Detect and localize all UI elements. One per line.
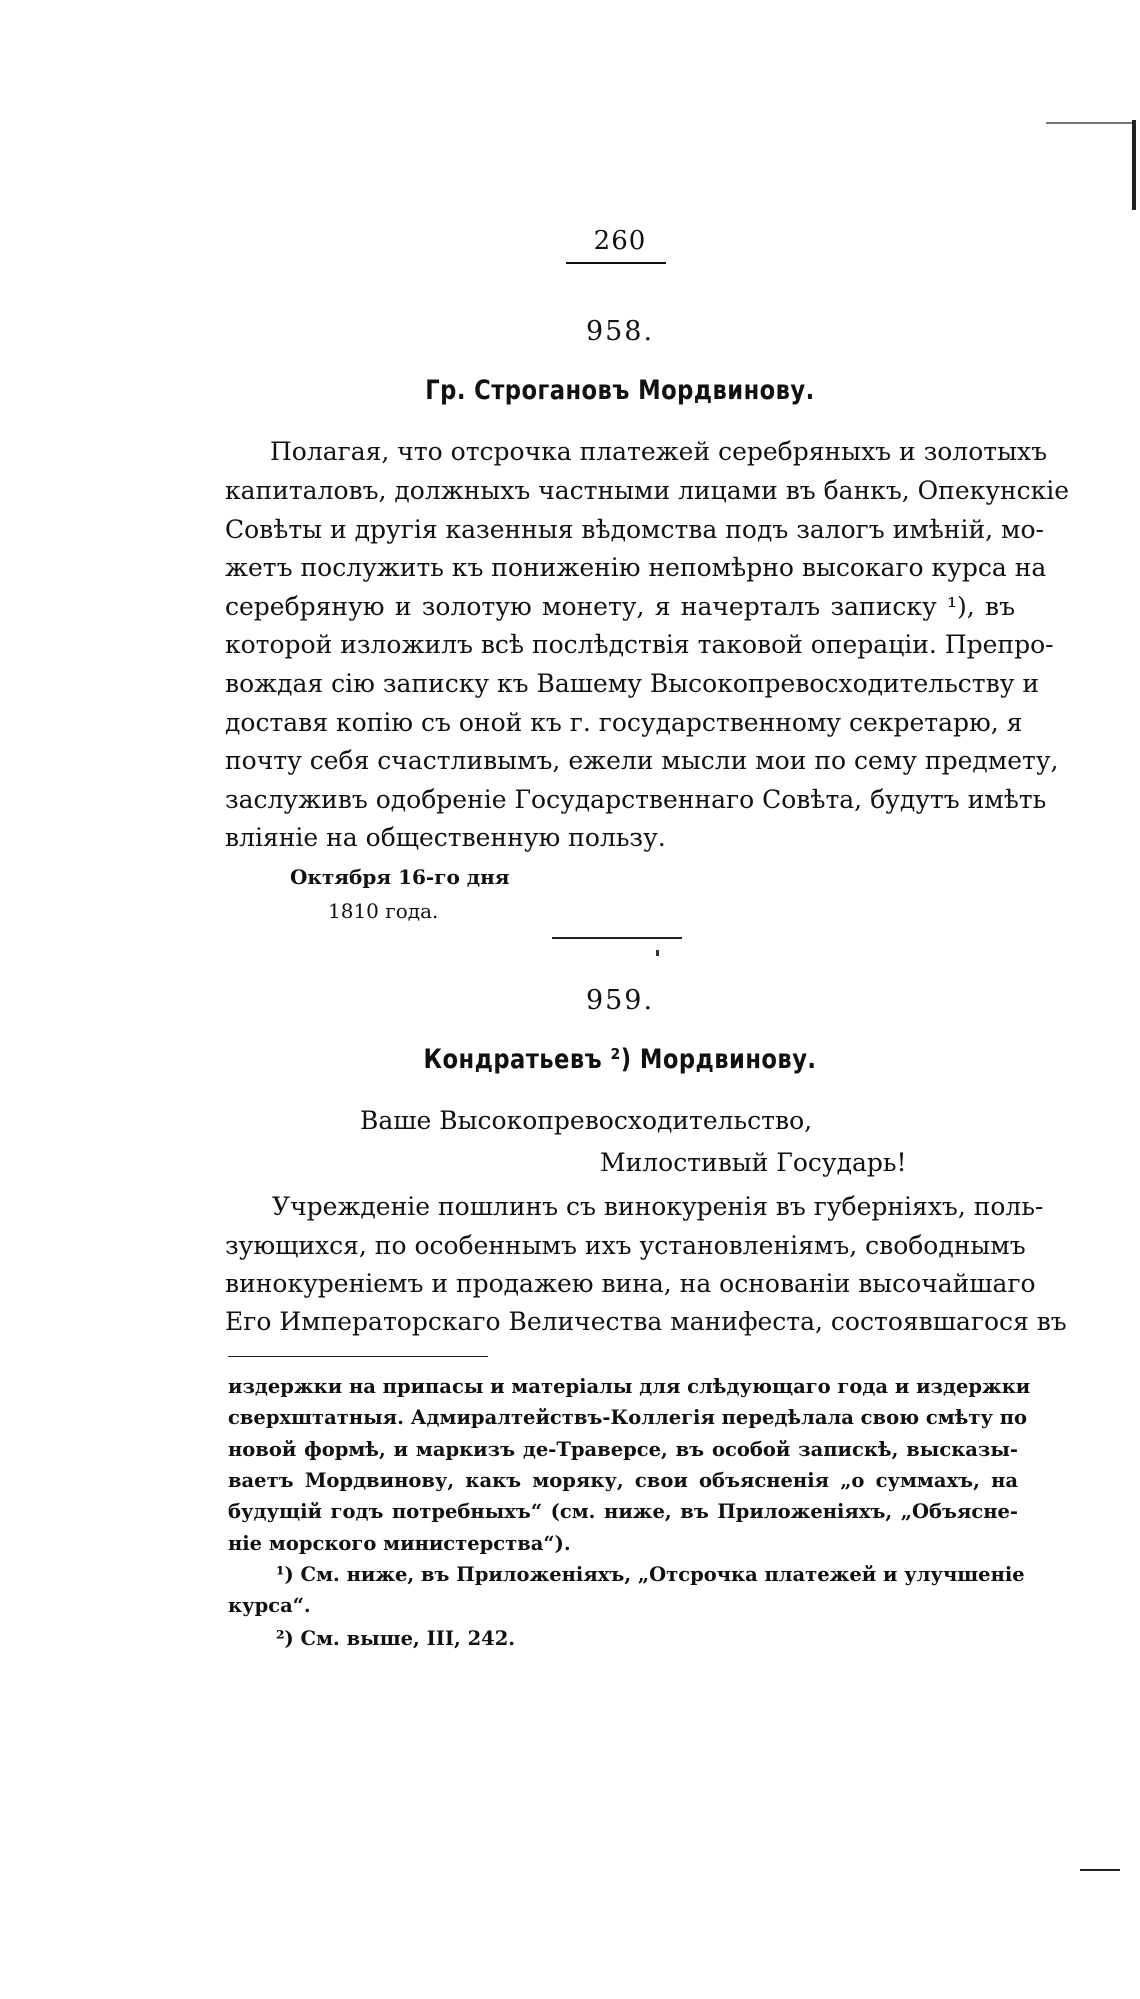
footnote-line: новой формѣ, и маркизъ де-Траверсе, въ особой запискѣ, высказы- bbox=[228, 1438, 1018, 1461]
salutation-line-1: Ваше Высокопревосходительство, bbox=[360, 1106, 813, 1135]
footnote-line: ваетъ Мордвинову, какъ моряку, свои объясненія „о суммахъ, на bbox=[228, 1469, 1018, 1492]
document-number-959: 959. bbox=[585, 985, 655, 1016]
divider-mark bbox=[656, 950, 659, 956]
body-line: серебряную и золотую монету, я начерталъ записку ¹), въ bbox=[225, 592, 1015, 621]
body-line: Его Императорскаго Величества манифеста, состоявшагося въ bbox=[225, 1307, 1067, 1336]
page-number-underline bbox=[566, 262, 666, 264]
salutation-line-2: Милостивый Государь! bbox=[600, 1148, 907, 1177]
section-divider bbox=[552, 937, 682, 939]
document-number-958: 958. bbox=[585, 316, 655, 347]
body-line: Совѣты и другія казенныя вѣдомства подъ залогъ имѣній, мо- bbox=[225, 515, 1044, 544]
letter-date-958: Октября 16-го дня bbox=[290, 865, 510, 889]
letter-year-958: 1810 года. bbox=[328, 899, 439, 923]
footnote-2: ²) См. выше, III, 242. bbox=[276, 1627, 516, 1650]
body-line: Учрежденіе пошлинъ съ винокуренія въ губерніяхъ, поль- bbox=[272, 1192, 1044, 1221]
footnote-line: будущій годъ потребныхъ“ (см. ниже, въ Приложеніяхъ, „Объясне- bbox=[228, 1500, 1018, 1523]
letter-title-959: Кондратьевъ ²) Мордвинову. bbox=[423, 1044, 817, 1075]
scan-edge-mark bbox=[1132, 120, 1136, 210]
body-line: заслуживъ одобреніе Государственнаго Совѣта, будутъ имѣть bbox=[225, 785, 1047, 814]
body-line: жетъ послужить къ пониженію непомѣрно высокаго курса на bbox=[225, 553, 1047, 582]
body-line: капиталовъ, должныхъ частными лицами въ банкъ, Опекунскіе bbox=[225, 476, 1070, 505]
body-line: вождая сію записку къ Вашему Высокопревосходительству и bbox=[225, 669, 1040, 698]
page-number: 260 bbox=[593, 226, 647, 256]
body-line: вліяніе на общественную пользу. bbox=[225, 823, 666, 852]
scan-edge-dash bbox=[1046, 122, 1132, 124]
footnote-1: ¹) См. ниже, въ Приложеніяхъ, „Отсрочка платежей и улучшеніе bbox=[276, 1563, 1025, 1586]
scan-edge-dash-bottom bbox=[1080, 1869, 1120, 1871]
footnote-1-continuation: курса“. bbox=[228, 1594, 311, 1617]
body-line: зующихся, по особеннымъ ихъ установленіямъ, свободнымъ bbox=[225, 1231, 1026, 1260]
body-line: винокуреніемъ и продажею вина, на основаніи высочайшаго bbox=[225, 1269, 1036, 1298]
body-line: которой изложилъ всѣ послѣдствія таковой операціи. Препро- bbox=[225, 630, 1054, 659]
body-line: почту себя счастливымъ, ежели мысли мои по сему предмету, bbox=[225, 746, 1059, 775]
footnote-line: сверхштатныя. Адмиралтействъ-Коллегія передѣлала свою смѣту по bbox=[228, 1406, 1028, 1429]
body-line: доставя копію съ оной къ г. государственному секретарю, я bbox=[225, 708, 1023, 737]
body-line: Полагая, что отсрочка платежей серебряныхъ и золотыхъ bbox=[270, 437, 1047, 466]
footnote-rule bbox=[228, 1356, 488, 1357]
footnote-line: издержки на припасы и матеріалы для слѣдующаго года и издержки bbox=[228, 1375, 1031, 1398]
footnote-line: ніе морского министерства“). bbox=[228, 1532, 571, 1555]
letter-title-958: Гр. Строгановъ Мордвинову. bbox=[425, 375, 815, 406]
